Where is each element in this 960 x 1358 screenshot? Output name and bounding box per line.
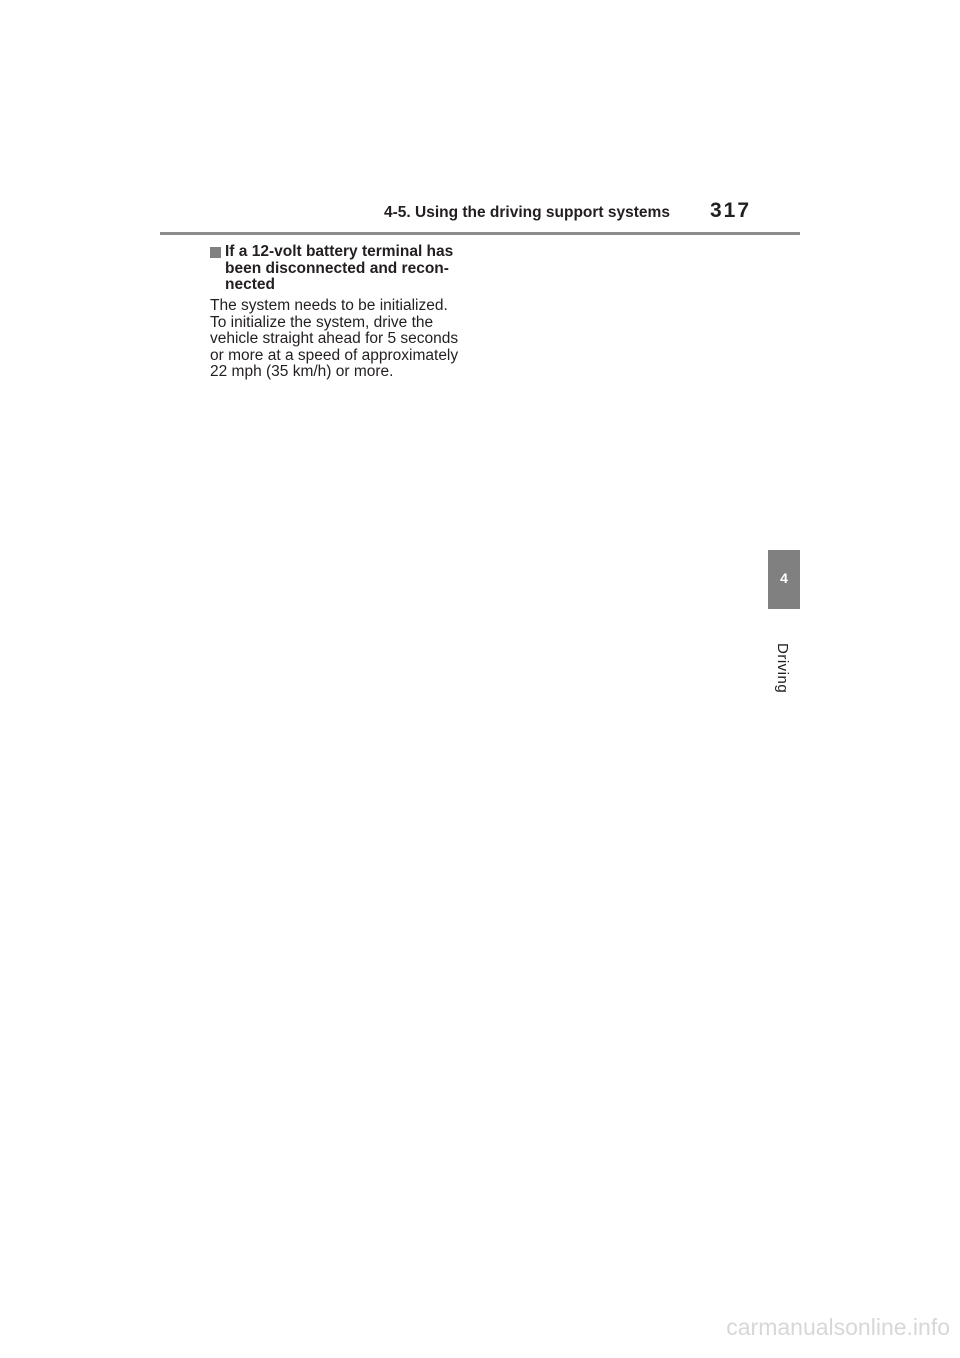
chapter-label: Driving [774, 643, 791, 694]
header-title: 4-5. Using the driving support systems [384, 204, 670, 221]
watermark-logo: carmanualsonline.info [726, 1314, 950, 1340]
header-divider [160, 232, 800, 235]
section-body: The system needs to be initialized. To initialize the system, drive the vehicle straight ahead for 5 seconds or more at a speed of approximately 22 mph (35 km/h) or more. [210, 297, 459, 380]
section-heading [210, 244, 480, 294]
section-heading-text: If a 12-volt battery terminal has been disconnected and recon- nected [225, 243, 454, 293]
chapter-tab [768, 550, 800, 609]
page-number: 317 [710, 199, 752, 222]
chapter-number: 4 [780, 570, 788, 586]
square-bullet-icon [210, 247, 221, 258]
